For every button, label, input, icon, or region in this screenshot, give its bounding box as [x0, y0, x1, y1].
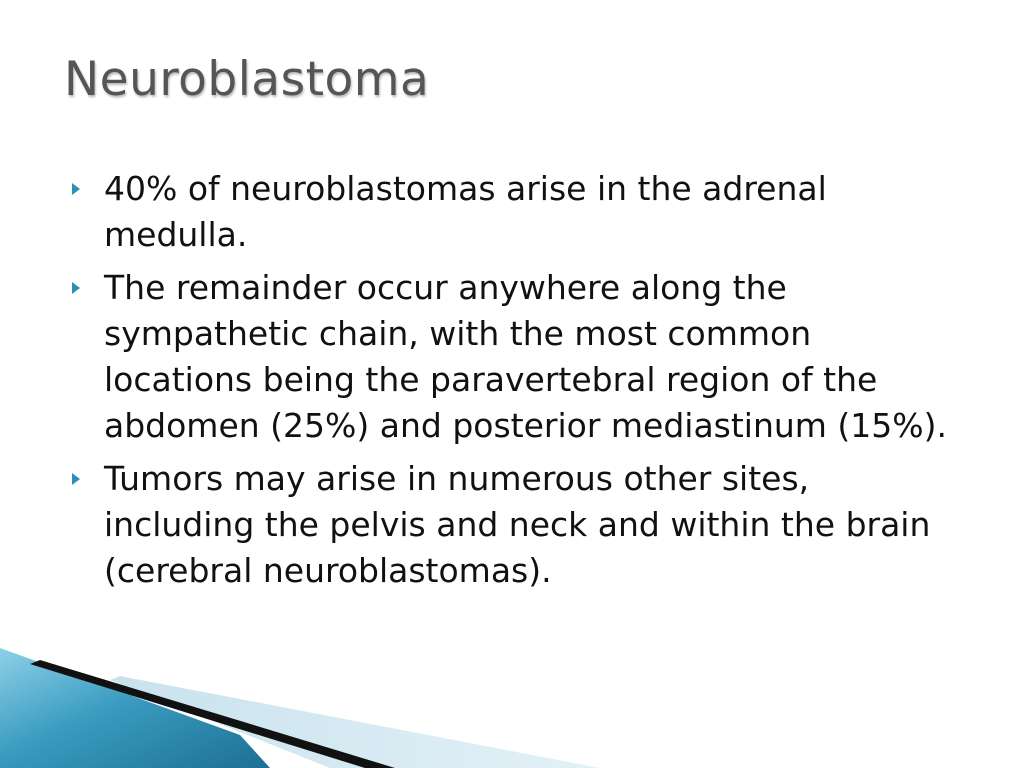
- bullet-item: [72, 456, 952, 594]
- blue-wave-shape: [0, 648, 270, 768]
- triangle-bullet-icon: [72, 473, 80, 485]
- black-stripe: [30, 660, 395, 768]
- bullet-text: 40% of neuroblastomas arise in the adrenal medulla.: [104, 169, 827, 254]
- bullet-text: The remainder occur anywhere along the sympathetic chain, with the most common locations being the paravertebral region of the abdomen (25%) and posterior mediastinum (15%).: [104, 268, 948, 445]
- triangle-bullet-icon: [72, 183, 80, 195]
- bullet-text: Tumors may arise in numerous other sites, including the pelvis and neck and within the brain (cerebral neuroblastomas).: [104, 459, 931, 590]
- light-blue-stripe: [110, 676, 600, 768]
- triangle-bullet-icon: [72, 282, 80, 294]
- slide-title: Neuroblastoma: [64, 52, 430, 107]
- bullet-item: [72, 166, 952, 258]
- bullet-item: [72, 265, 952, 449]
- bullet-list: [72, 166, 952, 601]
